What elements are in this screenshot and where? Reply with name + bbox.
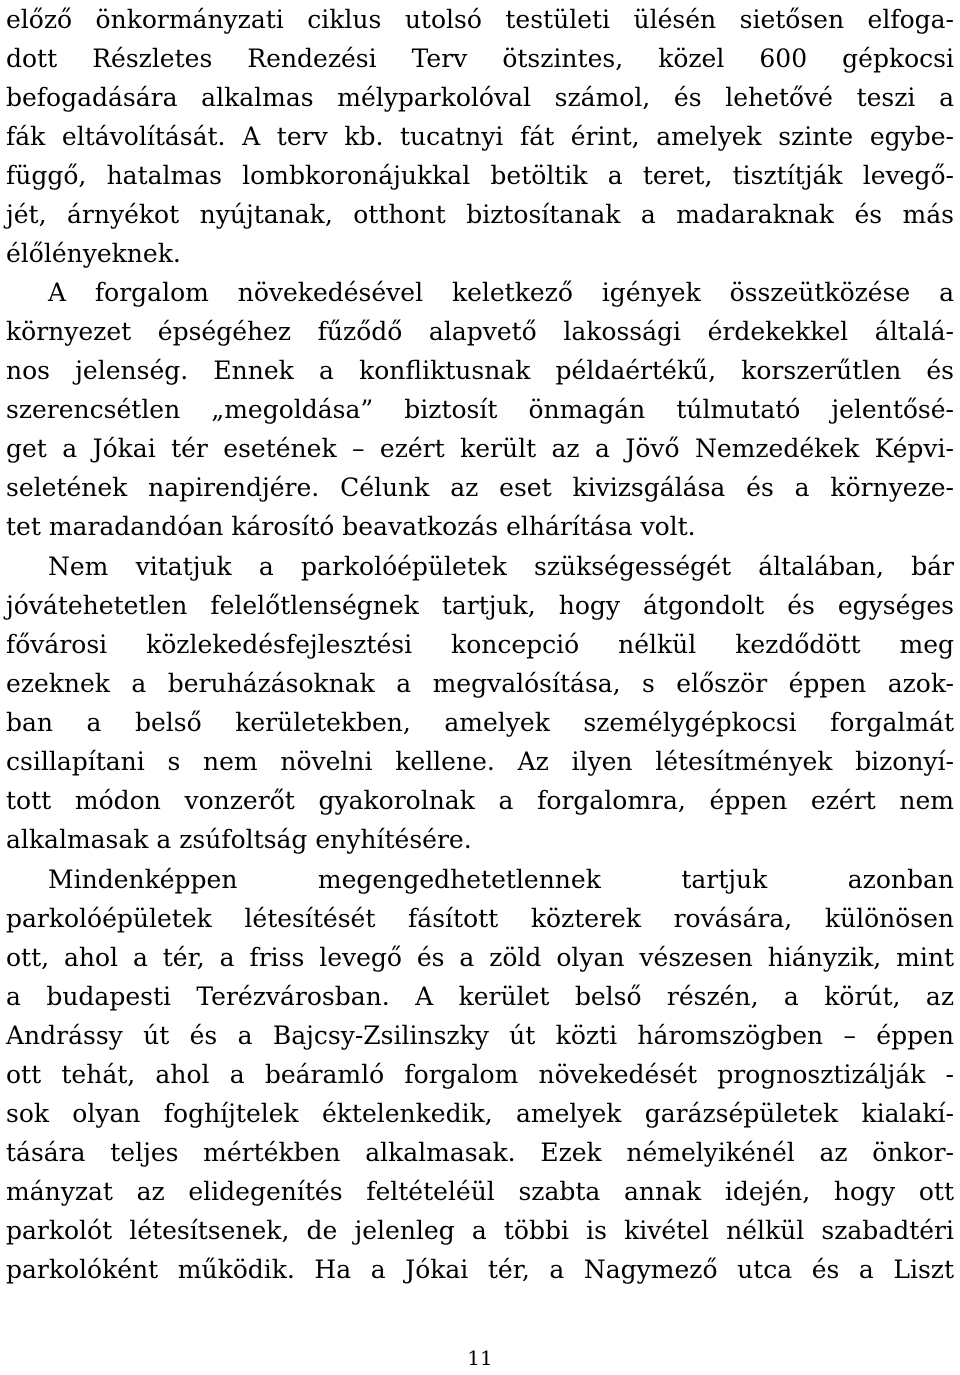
text-line: Mindenképpen megengedhetetlennek tartjuk azonban xyxy=(48,865,954,894)
text-line: a budapesti Terézvárosban. A kerület belső részén, a körút, az xyxy=(6,982,954,1011)
text-line: ban a belső kerületekben, amelyek személygépkocsi forgalmát xyxy=(6,708,954,737)
page-number: 11 xyxy=(467,1346,493,1370)
text-line: tására teljes mértékben alkalmasak. Ezek némelyikénél az önkor- xyxy=(6,1138,954,1167)
text-line: befogadására alkalmas mélyparkolóval számol, és lehetővé teszi a xyxy=(6,83,954,112)
text-line: jóvátehetetlen felelőtlenségnek tartjuk, hogy átgondolt és egységes xyxy=(6,591,954,620)
text-line: seletének napirendjére. Célunk az eset kivizsgálása és a környeze- xyxy=(6,473,954,502)
text-line: tet maradandóan károsító beavatkozás elhárítása volt. xyxy=(6,512,696,541)
text-line: fák eltávolítását. A terv kb. tucatnyi fát érint, amelyek szinte egybe- xyxy=(6,122,954,151)
text-line: ezeknek a beruházásoknak a megvalósítása, s először éppen azok- xyxy=(6,669,954,698)
text-line: ott tehát, ahol a beáramló forgalom növekedését prognosztizálják - xyxy=(6,1060,954,1089)
text-line: szerencsétlen „megoldása” biztosít önmagán túlmutató jelentősé- xyxy=(6,395,954,424)
text-line: get a Jókai tér esetének – ezért került az a Jövő Nemzedékek Képvi- xyxy=(6,434,954,463)
text-line: környezet épségéhez fűződő alapvető lakossági érdekekkel általá- xyxy=(6,317,954,346)
text-line: A forgalom növekedésével keletkező igények összeütközése a xyxy=(48,278,954,307)
text-line: fővárosi közlekedésfejlesztési koncepció nélkül kezdődött meg xyxy=(6,630,954,659)
text-line: parkolót létesítsenek, de jelenleg a többi is kivétel nélkül szabadtéri xyxy=(6,1216,954,1245)
text-line: parkolóépületek létesítését fásított közterek rovására, különösen xyxy=(6,904,954,933)
text-line: csillapítani s nem növelni kellene. Az ilyen létesítmények bizonyí- xyxy=(6,747,954,776)
text-line: előző önkormányzati ciklus utolsó testületi ülésén sietősen elfoga- xyxy=(6,5,954,34)
text-line: nos jelenség. Ennek a konfliktusnak példaértékű, korszerűtlen és xyxy=(6,356,954,385)
text-line: Andrássy út és a Bajcsy-Zsilinszky út közti háromszögben – éppen xyxy=(6,1021,954,1050)
text-line: függő, hatalmas lombkoronájukkal betöltik a teret, tisztítják levegő- xyxy=(6,161,954,190)
text-line: élőlényeknek. xyxy=(6,239,181,268)
text-line: ott, ahol a tér, a friss levegő és a zöld olyan vészesen hiányzik, mint xyxy=(6,943,954,972)
text-line: sok olyan foghíjtelek éktelenkedik, amelyek garázsépületek kialakí- xyxy=(6,1099,954,1128)
text-line: mányzat az elidegenítés feltételéül szabta annak idején, hogy ott xyxy=(6,1177,954,1206)
text-line: tott módon vonzerőt gyakorolnak a forgalomra, éppen ezért nem xyxy=(6,786,954,815)
text-line: dott Részletes Rendezési Terv ötszintes, közel 600 gépkocsi xyxy=(6,44,954,73)
text-line: parkolóként működik. Ha a Jókai tér, a Nagymező utca és a Liszt xyxy=(6,1255,954,1284)
text-line: Nem vitatjuk a parkolóépületek szükségességét általában, bár xyxy=(48,552,954,581)
text-line: jét, árnyékot nyújtanak, otthont biztosítanak a madaraknak és más xyxy=(6,200,954,229)
text-line: alkalmasak a zsúfoltság enyhítésére. xyxy=(6,825,472,854)
